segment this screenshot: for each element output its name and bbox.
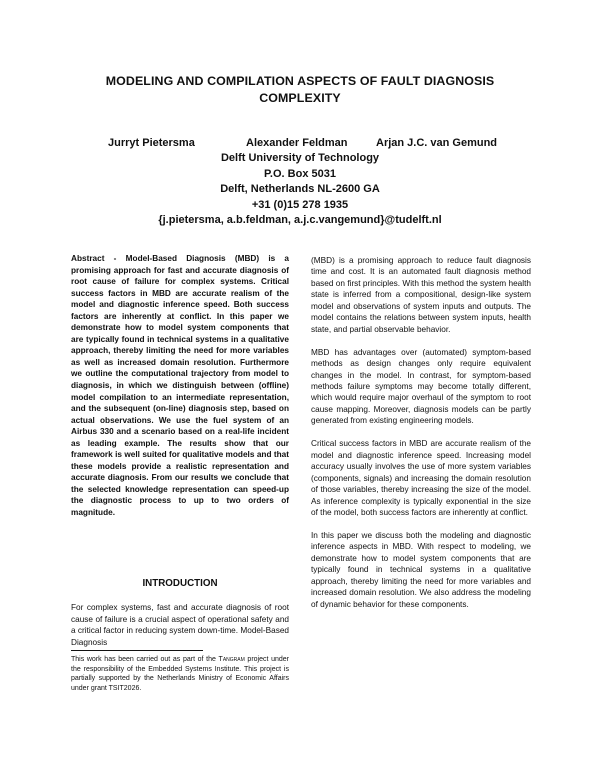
body-paragraph: In this paper we discuss both the modeling and diagnostic inference aspects in MBD. With respect to modeling, we demonstrate how to model system components that are typically found in technical systems in a qualitative approach, thereby limiting the need for more variables and increased domain resolution. We also address the modeling of dynamic behavior for these components. bbox=[311, 531, 531, 609]
right-column bbox=[311, 255, 531, 622]
affiliation-email: {j.pietersma, a.b.feldman, a.j.c.vangemund}@tudelft.nl bbox=[158, 214, 442, 226]
footnote bbox=[71, 655, 289, 693]
affiliation-block bbox=[100, 151, 500, 229]
section-heading-introduction: INTRODUCTION bbox=[142, 578, 218, 589]
footnote-project-name: Tangram bbox=[218, 656, 245, 663]
footnote-text: This work has been carried out as part of the bbox=[71, 656, 219, 663]
author-name: Alexander Feldman bbox=[246, 137, 348, 149]
affiliation-line: P.O. Box 5031 bbox=[264, 167, 336, 180]
intro-paragraph: For complex systems, fast and accurate diagnosis of root cause of failure is a crucial aspect of operational safety and a critical factor in reducing system down-time. Model-Based Diagnosis bbox=[71, 603, 289, 647]
abstract-label: Abstract - bbox=[71, 254, 117, 263]
paper-title: MODELING AND COMPILATION ASPECTS OF FAULT DIAGNOSIS COMPLEXITY bbox=[105, 74, 495, 105]
body-paragraph: Critical success factors in MBD are accurate realism of the model and diagnostic inference speed. Increasing model accuracy usually involves the use of more system variables (components, signals) and increasing the domain resolution of those variables, thereby increasing the size of the model. As inference complexity is typically exponential in the size of the model, both success factors are inherently at conflict. bbox=[311, 439, 531, 518]
abstract-text: Model-Based Diagnosis (MBD) is a promising approach for fast and accurate diagnosis of root cause of failure for complex systems. Critical success factors in MBD are accurate realism of the model and diagnostic inference speed. Both success factors are inherently at conflict. In this paper we demonstrate how to model system components that are typically found in technical systems in a qualitative approach, thereby limiting the need for more variables as well as increased domain resolution. Furthermore we outline the computational trajectory from model to diagnosis, in which we distinguish between (offline) model compilation to an intermediate representation, and the subsequent (on-line) diagnosis step, based on actual observations. We use the fuel system of an Airbus 330 and a scenario based on a real-life incident as leading example. The results show that our framework is well suited for qualitative models and that these models provide a realistic representation and accurate diagnosis. From our results we conclude that the selected knowledge representation can speed-up the diagnostic process to up to two orders of magnitude. bbox=[71, 254, 290, 518]
body-paragraph: (MBD) is a promising approach to reduce fault diagnosis time and cost. It is an automated fault diagnosis method based on first principles. With this method the system health state is inferred from a compositional, design-like system model and observations of system inputs and outputs. The model contains the relations between system inputs, health state, and partial observable behavior. bbox=[311, 256, 531, 334]
affiliation-line: Delft University of Technology bbox=[220, 152, 380, 164]
affiliation-line: +31 (0)15 278 1935 bbox=[251, 198, 349, 211]
footnote-divider bbox=[71, 650, 203, 651]
footnote-text: project under the responsibility of the Embedded Systems Institute. This project is partially supported by the Netherlands Ministry of Economic Affairs under grant TSIT2026. bbox=[71, 656, 289, 692]
author-name: Jurryt Pietersma bbox=[108, 137, 195, 149]
body-paragraph: MBD has advantages over (automated) symptom-based methods as design changes only require equivalent changes in the model. In contrast, for symptom-based methods failure symptoms may become totally different, which would require major overhaul of the symptom to root cause mapping. Moreover, diagnosis models can be partly generated from existing engineering models. bbox=[311, 347, 531, 426]
author-list bbox=[98, 135, 518, 151]
author-name: Arjan J.C. van Gemund bbox=[376, 137, 498, 149]
affiliation-line: Delft, Netherlands NL-2600 GA bbox=[220, 183, 380, 195]
abstract bbox=[71, 253, 289, 519]
